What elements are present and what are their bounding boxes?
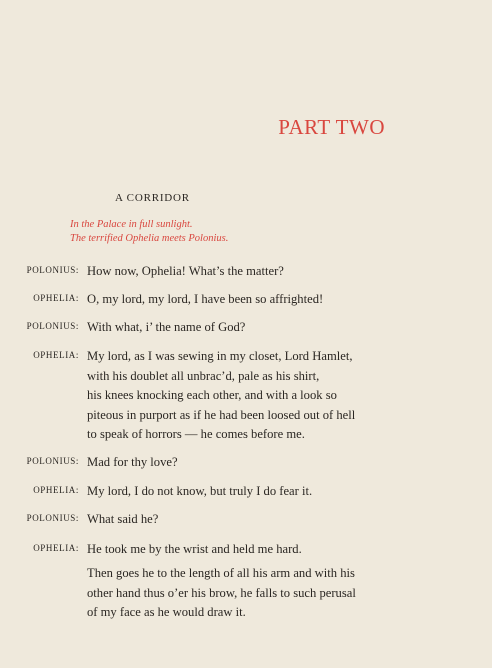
stage-direction-line: The terrified Ophelia meets Polonius. xyxy=(70,233,229,244)
speech-line: O, my lord, my lord, I have been so affrighted! xyxy=(87,292,324,306)
speech-line: his knees knocking each other, and with a look so xyxy=(87,388,337,402)
speech-line: with his doublet all unbrac’d, pale as his shirt, xyxy=(87,368,320,383)
speaker-label: OPHELIA: xyxy=(33,293,79,303)
speaker-label: OPHELIA: xyxy=(33,350,79,360)
speech-text xyxy=(87,290,477,310)
speaker-label: POLONIUS: xyxy=(26,321,79,331)
speaker-label: OPHELIA: xyxy=(33,543,79,553)
part-title: PART TWO xyxy=(278,115,385,139)
speech-line: With what, i’ the name of God? xyxy=(87,320,246,334)
speech-text xyxy=(87,262,477,282)
speech-line: How now, Ophelia! What’s the matter? xyxy=(87,264,284,278)
speech-line: Mad for thy love? xyxy=(87,455,178,469)
speaker-label: POLONIUS: xyxy=(26,265,79,275)
speech-text xyxy=(87,482,477,502)
speech-line: My lord, as I was sewing in my closet, Lord Hamlet, xyxy=(87,349,353,363)
speech-text xyxy=(87,540,477,560)
stage-direction-line: In the Palace in full sunlight. xyxy=(70,219,193,230)
speech-line: piteous in purport as if he had been loosed out of hell xyxy=(87,407,356,422)
speaker-label: POLONIUS: xyxy=(26,513,79,523)
speaker-label: POLONIUS: xyxy=(26,456,79,466)
speech-line: He took me by the wrist and held me hard. xyxy=(87,542,302,556)
speech-text xyxy=(87,510,477,530)
speech-text xyxy=(87,347,477,445)
speech-text xyxy=(87,453,477,473)
scene-title: A CORRIDOR xyxy=(115,192,190,204)
speech-line: What said he? xyxy=(87,512,159,526)
speaker-label: OPHELIA: xyxy=(33,485,79,495)
speech-line: to speak of horrors — he comes before me. xyxy=(87,427,305,441)
speech-line: of my face as he would draw it. xyxy=(87,605,246,619)
speech-line: Then goes he to the length of all his arm and with his xyxy=(87,566,355,580)
speech-line: My lord, I do not know, but truly I do fear it. xyxy=(87,484,313,498)
speech-line: other hand thus o’er his brow, he falls to such perusal xyxy=(87,585,356,600)
speech-text xyxy=(87,564,477,623)
speech-text xyxy=(87,318,477,338)
stage-direction xyxy=(70,218,228,246)
